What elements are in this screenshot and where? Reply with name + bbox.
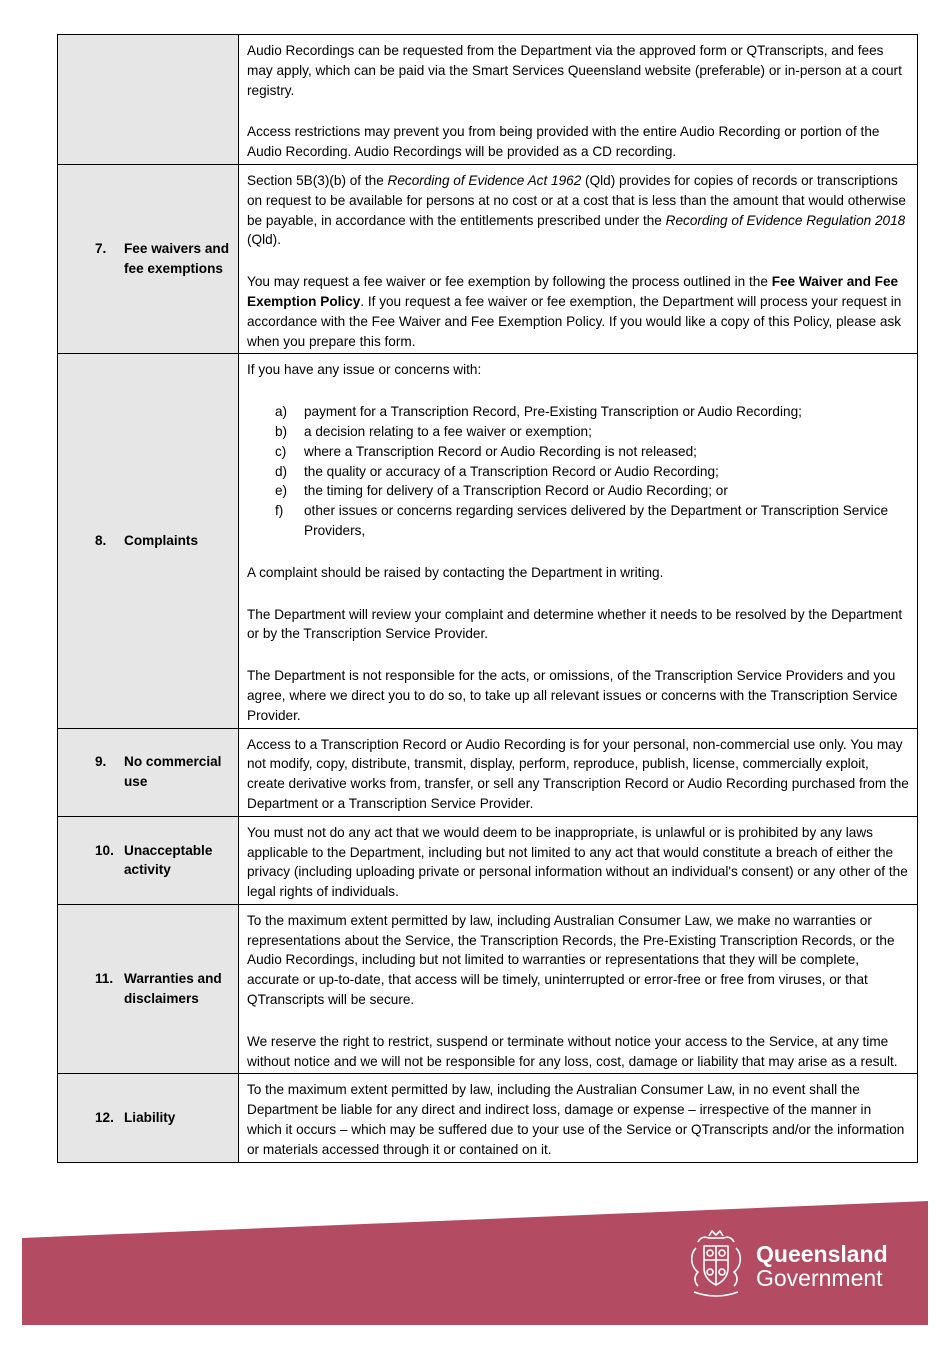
row-content-cell xyxy=(239,816,918,904)
table-row xyxy=(58,816,918,904)
table-row xyxy=(58,354,918,728)
row-label-cell xyxy=(58,904,239,1074)
section-title: Warranties and disclaimers xyxy=(124,971,222,1007)
complaint-list xyxy=(247,402,909,541)
paragraph: A complaint should be raised by contacting the Department in writing. xyxy=(247,564,664,580)
list-item: b) a decision relating to a fee waiver or exemption; xyxy=(275,423,592,439)
paragraph: If you have any issue or concerns with: xyxy=(247,362,482,378)
section-title: Complaints xyxy=(124,533,199,549)
queensland-government-logo xyxy=(686,1228,908,1306)
section-number: 12. xyxy=(95,1110,114,1126)
list-item: c) where a Transcription Record or Audio Recording is not released; xyxy=(275,443,697,459)
list-item: a) payment for a Transcription Record, Pre-Existing Transcription or Audio Recording; xyxy=(275,404,802,420)
coat-of-arms-icon xyxy=(686,1228,746,1304)
section-number: 8. xyxy=(95,533,107,549)
row-label-cell xyxy=(58,164,239,353)
paragraph: The Department is not responsible for the acts, or omissions, of the Transcription Service Providers and you agree, where we direct you to do so, to take up all relevant issues or concerns with the Transcription Service Provider. xyxy=(247,668,898,723)
brand-line-1: Queensland xyxy=(756,1241,888,1267)
section-title: Liability xyxy=(124,1110,176,1126)
paragraph: Audio Recordings can be requested from the Department via the approved form or QTranscripts, and fees may apply, which can be paid via the Smart Services Queensland website (preferable) or in-person at a court registry. xyxy=(247,43,902,98)
paragraph: Section 5B(3)(b) of the Recording of Evidence Act 1962 (Qld) provides for copies of records or transcriptions on request to be available for persons at no cost or at a cost that is less than the amount that would otherwise be payable, in accordance with the entitlements prescribed under the Recording of Evidence Regulation 2018 (Qld). xyxy=(247,172,906,248)
act-title: Recording of Evidence Act 1962 xyxy=(387,172,582,188)
paragraph: Access restrictions may prevent you from being provided with the entire Audio Recording or portion of the Audio Recording. Audio Recordings will be provided as a CD recording. xyxy=(247,124,880,160)
section-title: Unacceptable activity xyxy=(124,842,213,878)
row-label-cell xyxy=(58,816,239,904)
table-row xyxy=(58,1074,918,1162)
brand-wordmark xyxy=(756,1242,888,1290)
paragraph: You must not do any act that we would deem to be inappropriate, is unlawful or is prohibited by any laws applicable to the Department, including but not limited to any act that would constitute a breach of either the privacy (including uploading private or personal information without an individual's consent) or any other of the legal rights of individuals. xyxy=(247,824,908,900)
section-title: No commercial use xyxy=(124,754,222,790)
section-number: 11. xyxy=(95,971,114,987)
section-title: Fee waivers and fee exemptions xyxy=(124,241,230,277)
row-content-cell xyxy=(239,164,918,353)
policy-name: Fee Waiver and Fee Exemption Policy xyxy=(247,274,899,309)
table-row xyxy=(58,164,918,353)
paragraph: We reserve the right to restrict, suspend or terminate without notice your access to the Service, at any time without notice and we will not be responsible for any loss, cost, damage or liability that may arise as a result. xyxy=(247,1033,898,1069)
table-row xyxy=(58,904,918,1074)
list-item: f) other issues or concerns regarding services delivered by the Department or Transcription Service Providers, xyxy=(275,503,889,538)
table-row xyxy=(58,728,918,816)
list-item: e) the timing for delivery of a Transcription Record or Audio Recording; or xyxy=(275,483,728,499)
list-item: d) the quality or accuracy of a Transcription Record or Audio Recording; xyxy=(275,463,719,479)
row-content-cell xyxy=(239,904,918,1074)
paragraph: The Department will review your complaint and determine whether it needs to be resolved by the Department or by the Transcription Service Provider. xyxy=(247,606,903,642)
row-label-cell xyxy=(58,728,239,816)
section-number: 10. xyxy=(95,842,114,858)
section-number: 9. xyxy=(95,754,107,770)
paragraph: To the maximum extent permitted by law, including the Australian Consumer Law, in no event shall the Department be liable for any direct and indirect loss, damage or expense – irrespective of the manner in which it occurs – which may be suffered due to your use of the Service or QTranscripts and/or the information or materials accessed through it or contained on it. xyxy=(247,1082,905,1157)
brand-line-2: Government xyxy=(756,1265,883,1291)
row-content-cell xyxy=(239,35,918,165)
regulation-title: Recording of Evidence Regulation 2018 xyxy=(665,212,906,228)
row-content-cell xyxy=(239,1074,918,1162)
paragraph: To the maximum extent permitted by law, including Australian Consumer Law, we make no warranties or representations about the Service, the Transcription Records, the Pre-Existing Transcription Records, or the Audio Recordings, including but not limited to warranties or representations that they will be complete, accurate or up-to-date, that access will be timely, uninterrupted or error-free or free from viruses, or that QTranscripts will be secure. xyxy=(247,912,895,1008)
section-number: 7. xyxy=(95,241,107,257)
row-label-cell xyxy=(58,35,239,165)
paragraph: Access to a Transcription Record or Audio Recording is for your personal, non-commercial use only. You may not modify, copy, distribute, transmit, display, perform, reproduce, publish, license, commercially exploit, create derivative works from, transfer, or sell any Transcription Record or Audio Recording purchased from the Department or a Transcription Service Provider. xyxy=(247,736,909,811)
terms-table xyxy=(57,34,918,1163)
paragraph: You may request a fee waiver or fee exemption by following the process outlined in the Fee Waiver and Fee Exemption Policy. If you request a fee waiver or fee exemption, the Department will process your request in accordance with the Fee Waiver and Fee Exemption Policy. If you would like a copy of this Policy, please ask when you prepare this form. xyxy=(247,274,902,349)
row-content-cell xyxy=(239,354,918,728)
table-row xyxy=(58,35,918,165)
row-label-cell xyxy=(58,1074,239,1162)
row-label-cell xyxy=(58,354,239,728)
row-content-cell xyxy=(239,728,918,816)
